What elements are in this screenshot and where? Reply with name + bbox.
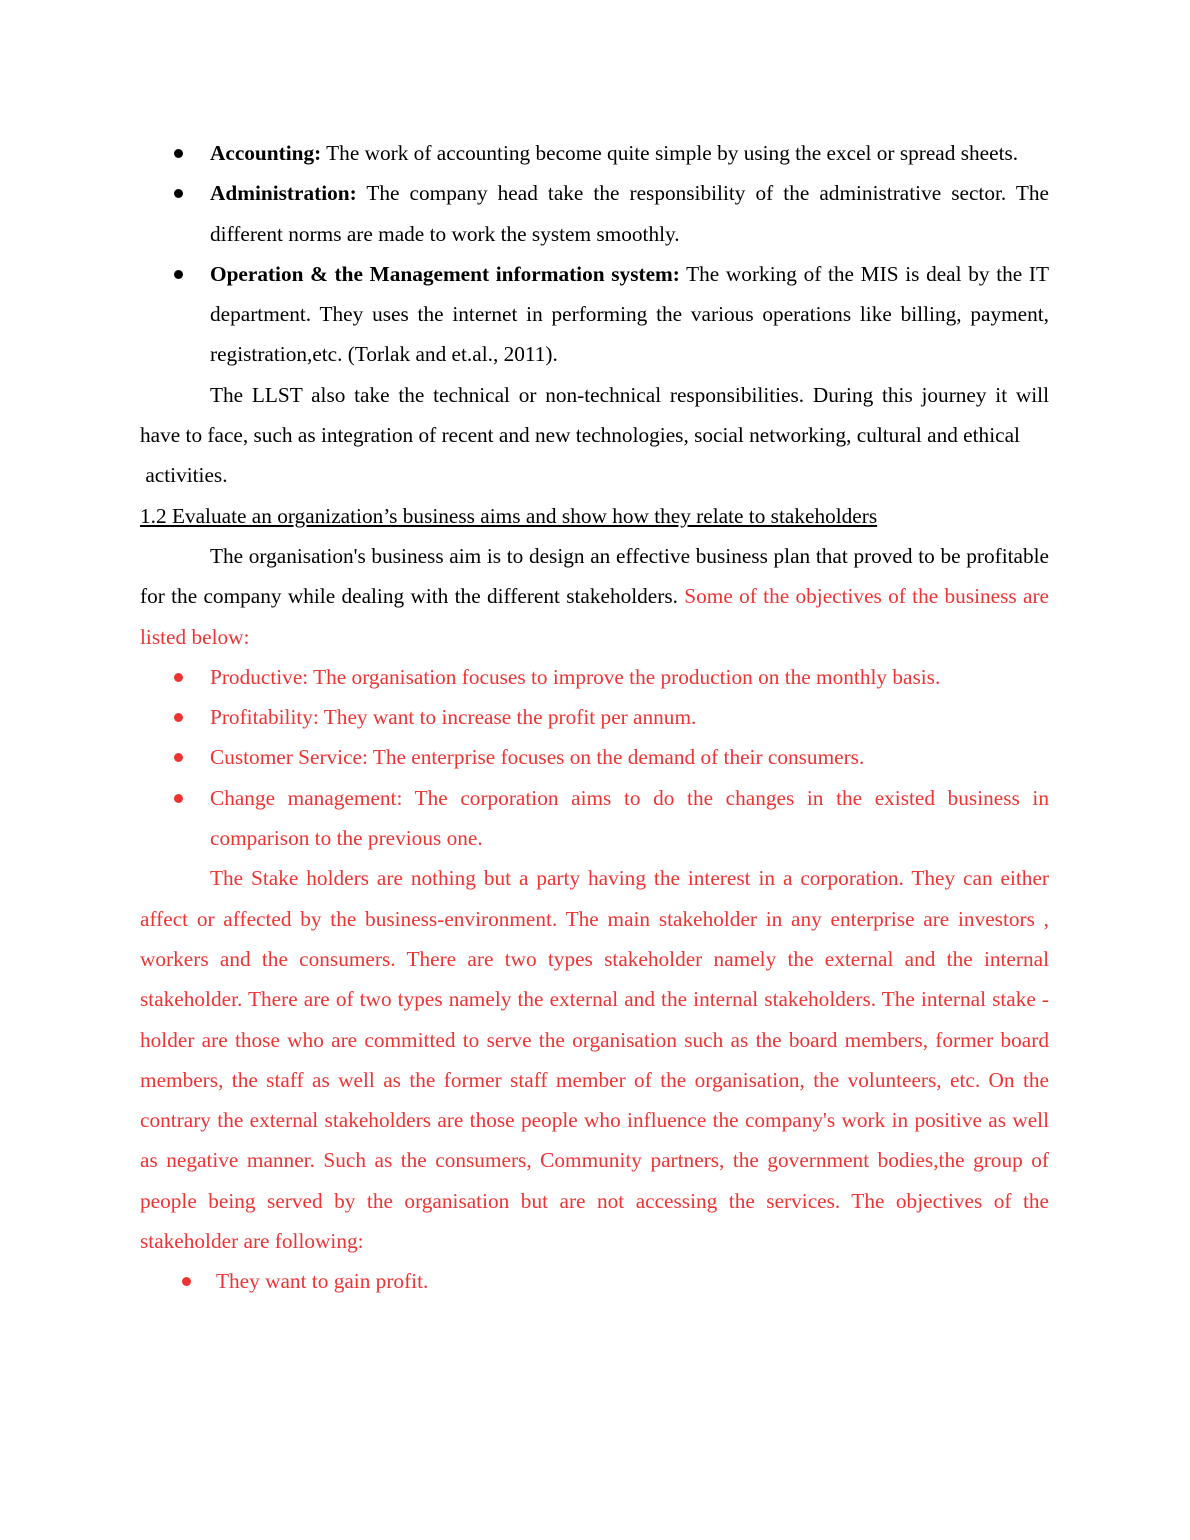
list-item — [140, 697, 1049, 737]
bullet-icon — [174, 794, 183, 803]
list-item-text: The company head take the responsibility of the administrative sector. The different norms are made to work the system smoothly. — [210, 181, 1049, 246]
section-heading: 1.2 Evaluate an organization’s business aims and show how they relate to stakeholders — [140, 503, 878, 528]
business-aim-paragraph — [140, 536, 1049, 657]
list-item-text: The work of accounting become quite simple by using the excel or spread sheets. — [321, 141, 1019, 165]
list-item — [140, 778, 1049, 859]
bullet-icon — [182, 1277, 191, 1286]
list-item-text: The working of the MIS is deal by the IT department. They uses the internet in performing the various operations like billing, payment, registration,etc. (Torlak and et.al., 2011). — [210, 261, 1049, 367]
list-item-text: They want to gain profit. — [216, 1269, 429, 1294]
stakeholder-objectives-list — [140, 1261, 1049, 1301]
list-item — [140, 1261, 1049, 1301]
list-item — [140, 133, 1049, 173]
list-item-text: Customer Service: The enterprise focuses on the demand of their consumers. — [210, 745, 865, 770]
list-item-term: Administration: — [210, 181, 357, 206]
business-aim-text: The organisation's business aim is to design an effective business plan that proved to be profitable for the company while dealing with the different stakeholders. — [140, 543, 1049, 609]
bullet-icon — [174, 713, 183, 722]
list-item-text: Profitability: They want to increase the profit per annum. — [210, 705, 697, 730]
list-item-term: Operation & the Management information system: — [210, 261, 680, 286]
list-item — [140, 254, 1049, 375]
llst-paragraph-continuation: activities. — [140, 463, 228, 488]
bullet-icon — [174, 270, 183, 279]
list-item — [140, 737, 1049, 777]
list-item-text: Change management: The corporation aims to do the changes in the existed business in comparison to the previous one. — [210, 785, 1049, 851]
list-item-text: Productive: The organisation focuses to improve the production on the monthly basis. — [210, 664, 941, 689]
list-item-term: Accounting: — [210, 141, 322, 165]
list-item — [140, 173, 1049, 254]
bullet-icon — [174, 753, 183, 762]
document-page — [140, 133, 1049, 1302]
llst-paragraph: The LLST also take the technical or non-technical responsibilities. During this journey it will have to face, such as integration of recent and new technologies, social networking, cultural and ethical — [140, 382, 1049, 448]
stakeholders-paragraph: The Stake holders are nothing but a party having the interest in a corporation. They can either affect or affected by the business-environment. The main stakeholder in any enterprise are investors , workers and the consumers. There are two types stakeholder namely the external and the internal stakeholder. There are of two types namely the external and the internal stakeholders. The internal stake -holder are those who are committed to serve the organisation such as the board members, former board members, the staff as well as the former staff member of the organisation, the volunteers, etc. On the contrary the external stakeholders are those people who influence the company's work in positive as well as negative manner. Such as the consumers, Community partners, the government bodies,the group of people being served by the organisation but are not accessing the services. The objectives of the stakeholder are following: — [140, 866, 1049, 1254]
objectives-list — [140, 657, 1049, 858]
bullet-icon — [174, 673, 183, 682]
bullet-icon — [174, 149, 183, 158]
list-item — [140, 657, 1049, 697]
objectives-intro-text: Some of the objectives of the business are listed below: — [140, 584, 1049, 649]
bullet-icon — [174, 189, 183, 198]
functions-list — [140, 133, 1049, 375]
